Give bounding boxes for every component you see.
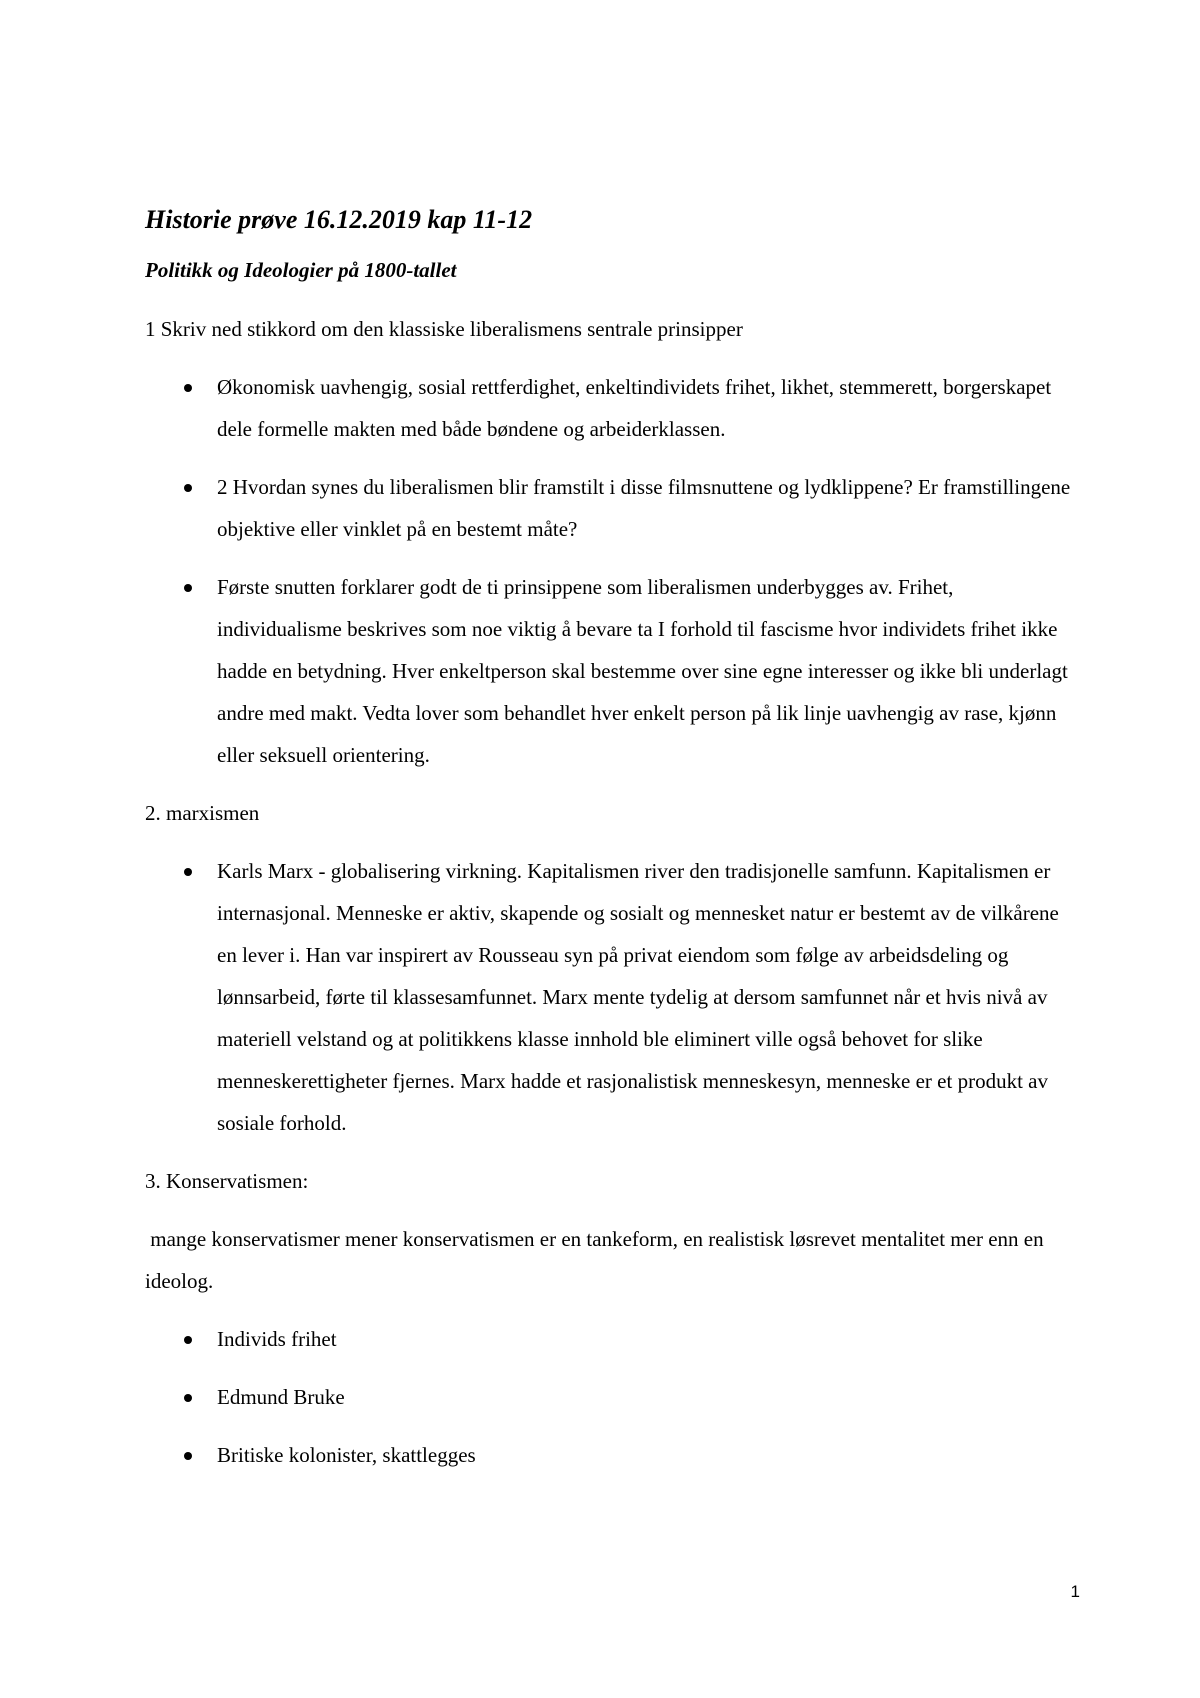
- list-item-text: Britiske kolonister, skattlegges: [217, 1443, 476, 1467]
- bullet-icon: [184, 384, 192, 392]
- document-title: Historie prøve 16.12.2019 kap 11-12: [145, 205, 533, 234]
- bullet-icon: [184, 584, 192, 592]
- bullet-icon: [184, 1394, 192, 1402]
- document-body: [145, 200, 1075, 1476]
- list-item: [145, 566, 1075, 776]
- page-number: 1: [1070, 1582, 1080, 1601]
- section-heading-marxism: 2. marxismen: [145, 801, 260, 825]
- list-item: [145, 366, 1075, 450]
- list-item-text: Første snutten forklarer godt de ti prinsippene som liberalismen underbygges av. Frihet, individualisme beskrives som noe viktig å bevare ta I forhold til fascisme hvor individets frihet ikke hadde en betydning. Hver enkeltperson skal bestemme over sine egne interesser og ikke bli underlagt andre med makt. Vedta lover som behandlet hver enkelt person på lik linje uavhengig av rase, kjønn eller seksuell orientering.: [217, 575, 1068, 767]
- section-heading-conservatism: 3. Konservatismen:: [145, 1169, 309, 1193]
- list-item-text: Edmund Bruke: [217, 1385, 345, 1409]
- question-1: 1 Skriv ned stikkord om den klassiske liberalismens sentrale prinsipper: [145, 317, 743, 341]
- list-item: [145, 1434, 1075, 1476]
- list-item-text: Individs frihet: [217, 1327, 337, 1351]
- list-item-text: Karls Marx - globalisering virkning. Kapitalismen river den tradisjonelle samfunn. Kapitalismen er internasjonal. Menneske er aktiv, skapende og sosialt og mennesket natur er bestemt av de vilkårene en lever i. Han var inspirert av Rousseau syn på privat eiendom som følge av arbeidsdeling og lønnsarbeid, førte til klassesamfunnet. Marx mente tydelig at dersom samfunnet når et hvis nivå av materiell velstand og at politikkens klasse innhold ble eliminert ville også behovet for slike menneskerettigheter fjernes. Marx hadde et rasjonalistisk menneskesyn, menneske er et produkt av sosiale forhold.: [217, 859, 1059, 1135]
- list-item: [145, 850, 1075, 1144]
- bullet-icon: [184, 868, 192, 876]
- list-item: [145, 466, 1075, 550]
- bullet-icon: [184, 1452, 192, 1460]
- bullet-icon: [184, 1336, 192, 1344]
- list-item-text: Økonomisk uavhengig, sosial rettferdighet, enkeltindividets frihet, likhet, stemmerett, borgerskapet dele formelle makten med både bøndene og arbeiderklassen.: [217, 375, 1052, 441]
- list-item: [145, 1376, 1075, 1418]
- bullet-icon: [184, 484, 192, 492]
- conservatism-intro: mange konservatismer mener konservatismen er en tankeform, en realistisk løsrevet mentalitet mer enn en ideolog.: [145, 1227, 1049, 1293]
- document-subtitle: Politikk og Ideologier på 1800-tallet: [145, 258, 457, 282]
- conservatism-bullet-list: [145, 1318, 1075, 1476]
- list-item: [145, 1318, 1075, 1360]
- marxism-bullet-list: [145, 850, 1075, 1144]
- list-item-text: 2 Hvordan synes du liberalismen blir framstilt i disse filmsnuttene og lydklippene? Er framstillingene objektive eller vinklet på en bestemt måte?: [217, 475, 1071, 541]
- liberalism-bullet-list: [145, 366, 1075, 776]
